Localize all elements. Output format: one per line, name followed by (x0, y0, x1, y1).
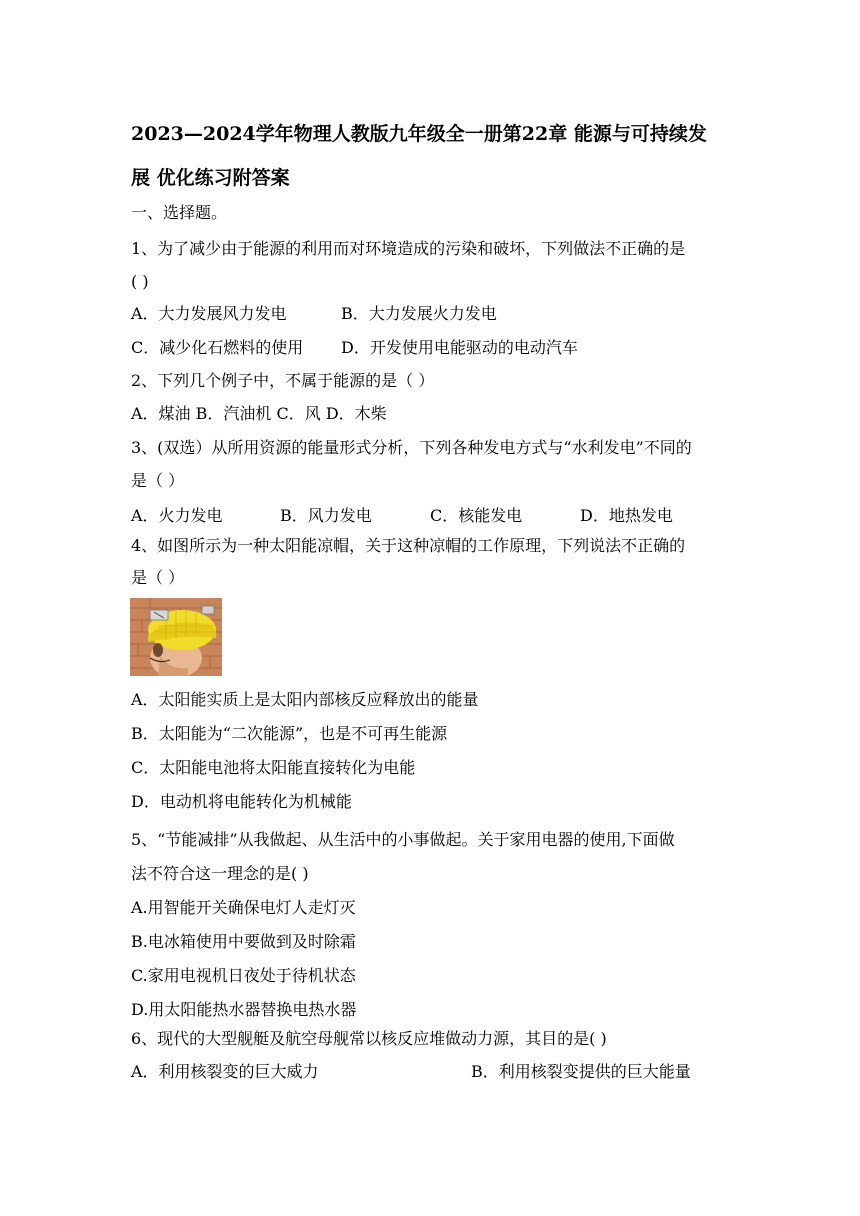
q6-stem: 6、现代的大型舰艇及航空母舰常以核反应堆做动力源，其目的是( ) (131, 1029, 607, 1048)
q3-option-b: B．风力发电 (280, 506, 372, 525)
title-line-2: 展 优化练习附答案 (131, 167, 290, 189)
q5-option-c: C.家用电视机日夜处于待机状态 (131, 966, 356, 985)
q6-option-b: B．利用核裂变提供的巨大能量 (471, 1062, 691, 1081)
q4-option-c: C．太阳能电池将太阳能直接转化为电能 (131, 758, 416, 777)
q3-option-c: C．核能发电 (430, 506, 523, 525)
q4-stem-line1: 4、如图所示为一种太阳能凉帽，关于这种凉帽的工作原理，下列说法不正确的 (131, 536, 686, 555)
q1-option-b: B．大力发展火力发电 (341, 304, 497, 323)
q5-option-b: B.电冰箱使用中要做到及时除霜 (131, 932, 356, 951)
q1-option-d: D．开发使用电能驱动的电动汽车 (341, 338, 578, 357)
q4-stem-line2: 是（ ） (131, 568, 185, 587)
q1-stem-line1: 1、为了减少由于能源的利用而对环境造成的污染和破坏，下列做法不正确的是 (131, 239, 686, 258)
section-heading: 一、选择题。 (131, 203, 228, 222)
q3-option-a: A．火力发电 (131, 506, 223, 525)
q1-stem-line2: ( ) (131, 272, 149, 291)
q4-option-d: D．电动机将电能转化为机械能 (131, 792, 352, 811)
q1-option-a: A．大力发展风力发电 (131, 304, 287, 323)
q5-stem-line1: 5、“节能减排”从我做起、从生活中的小事做起。关于家用电器的使用,下面做 (131, 830, 675, 849)
q4-option-b: B．太阳能为“二次能源”，也是不可再生能源 (131, 724, 448, 743)
q2-options: A．煤油 B．汽油机 C．风 D．木柴 (131, 404, 387, 423)
q4-option-a: A．太阳能实质上是太阳内部核反应释放出的能量 (131, 690, 479, 709)
title-line-1: 2023—2024学年物理人教版九年级全一册第22章 能源与可持续发 (131, 123, 707, 145)
q3-stem-line1: 3、(双选）从所用资源的能量形式分析，下列各种发电方式与“水利发电”不同的 (131, 438, 692, 457)
document-title (131, 112, 731, 200)
q2-stem: 2、下列几个例子中，不属于能源的是（ ） (131, 371, 435, 390)
q5-option-a: A.用智能开关确保电灯人走灯灭 (131, 898, 356, 917)
q6-option-a: A．利用核裂变的巨大威力 (131, 1062, 319, 1081)
q3-stem-line2: 是（ ） (131, 471, 185, 490)
q1-option-c: C．减少化石燃料的使用 (131, 338, 304, 357)
q5-option-d: D.用太阳能热水器替换电热水器 (131, 1000, 357, 1019)
q5-stem-line2: 法不符合这一理念的是( ) (131, 864, 309, 883)
q3-option-d: D．地热发电 (580, 506, 673, 525)
solar-hat-photo (130, 598, 222, 676)
